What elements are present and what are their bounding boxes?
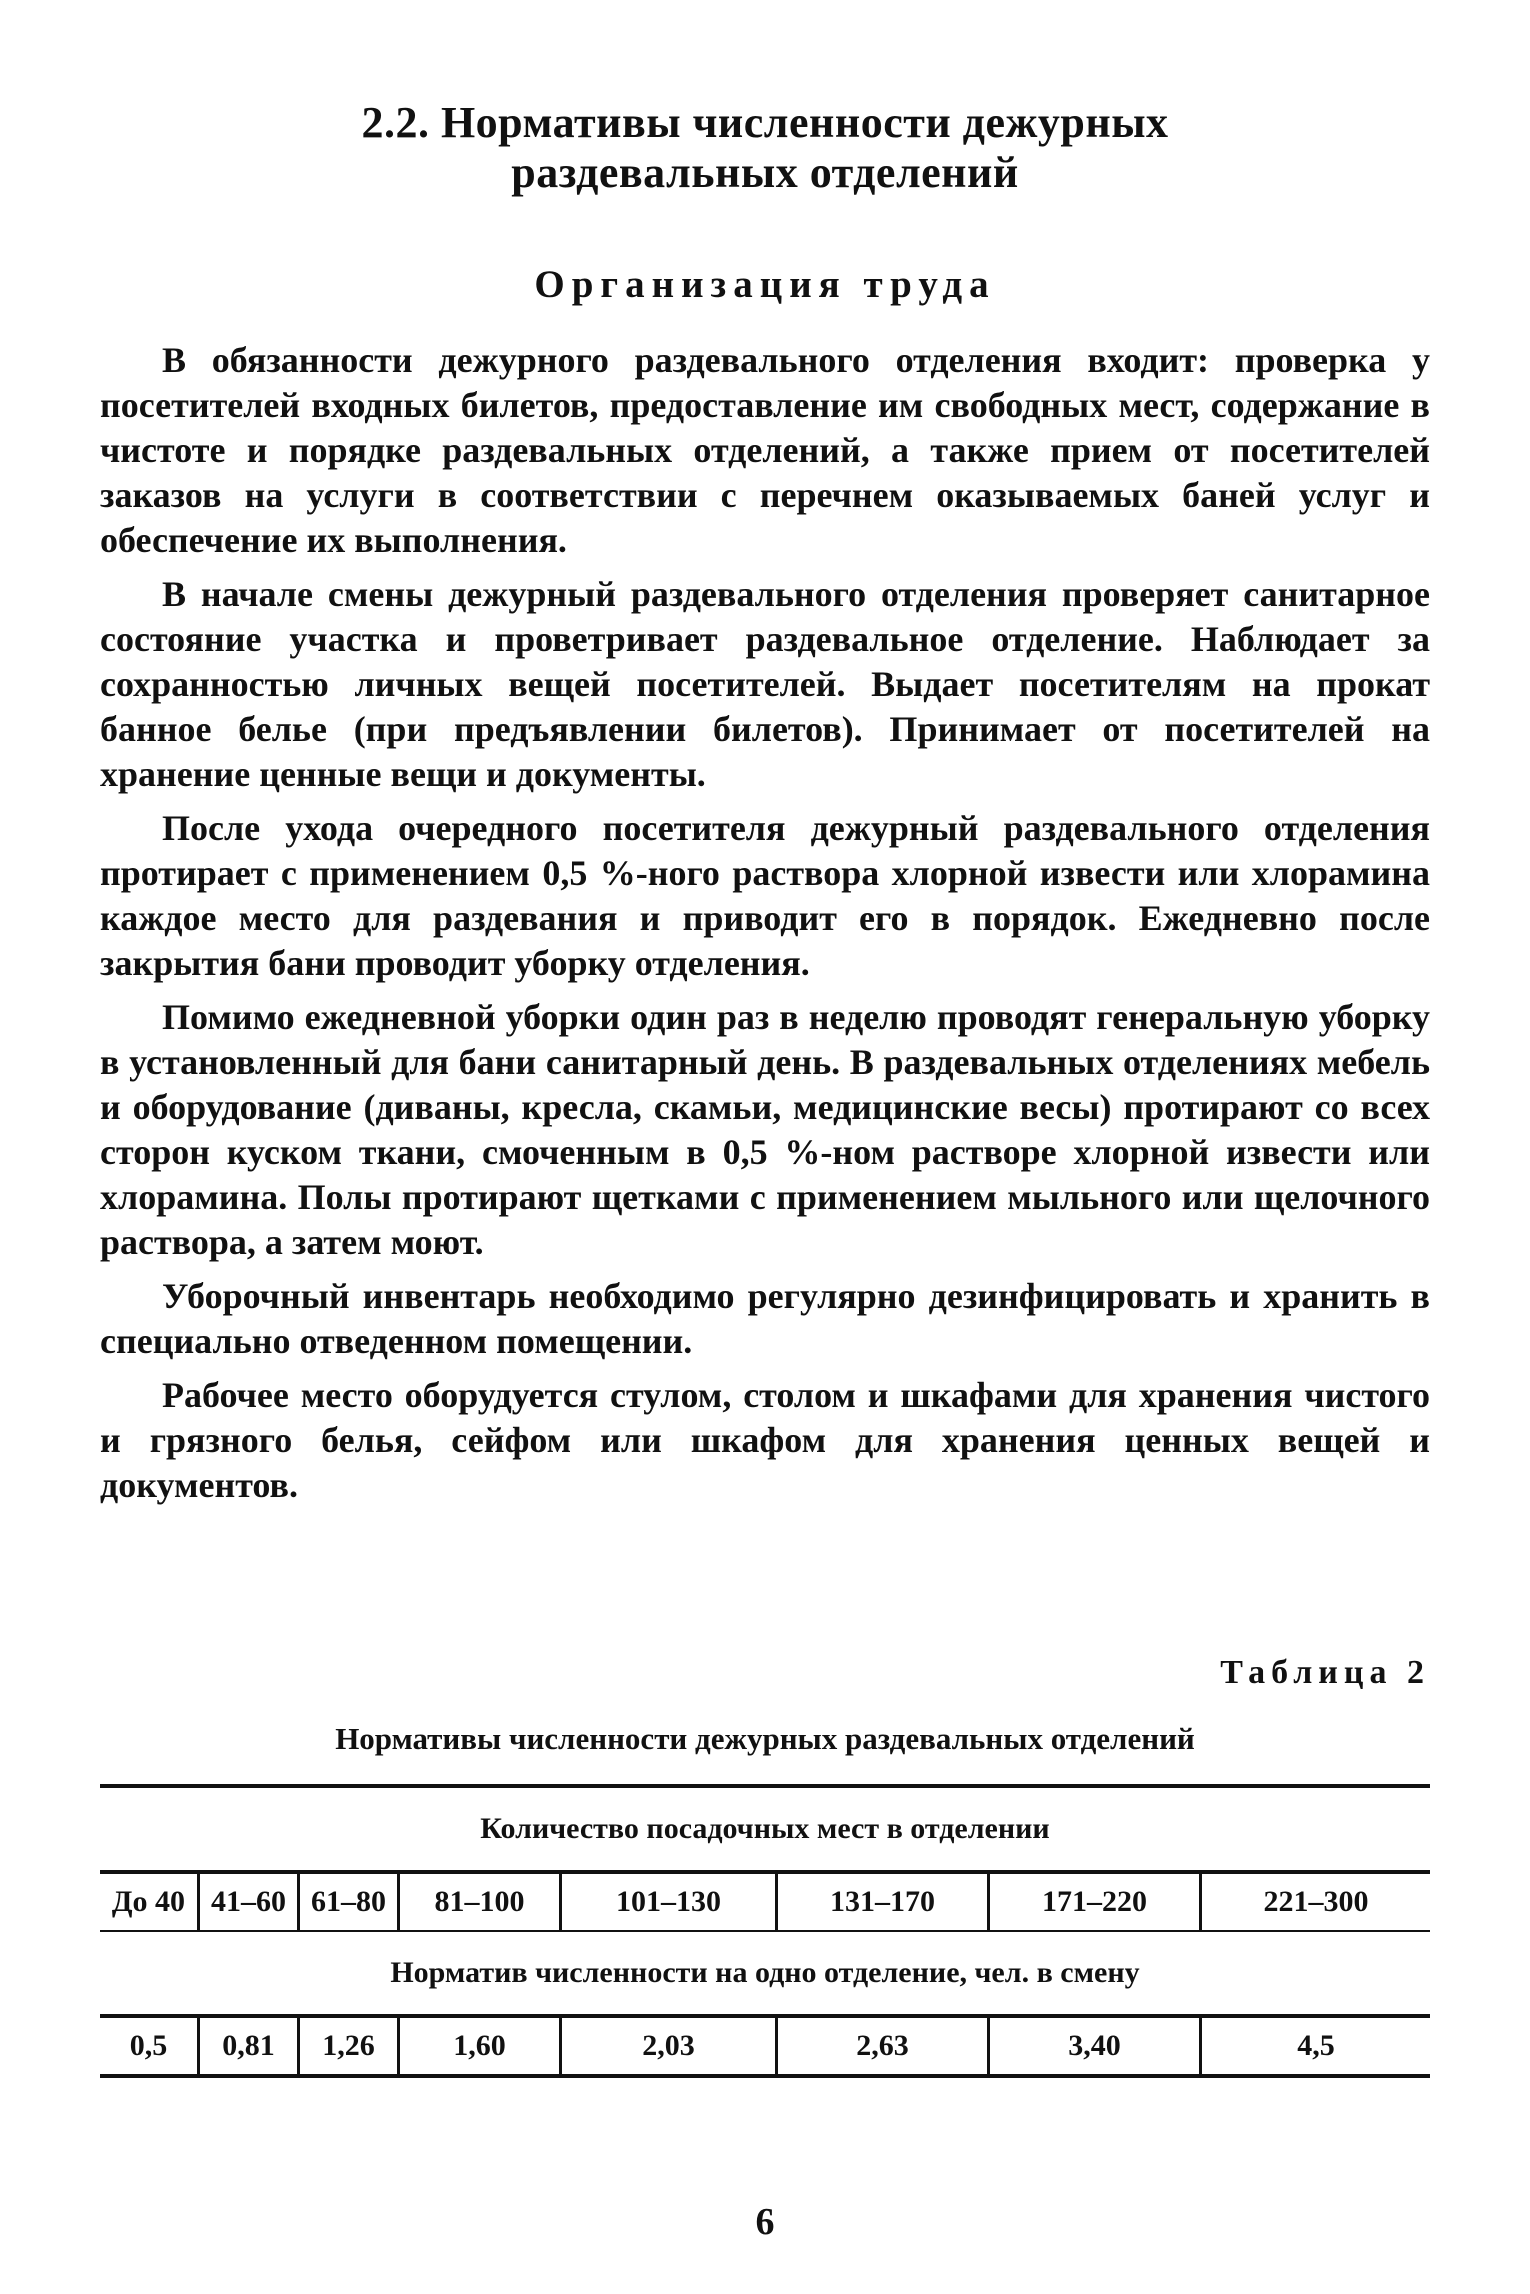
- seats-cell: 131–170: [778, 1874, 990, 1930]
- subheading: Организация труда: [534, 263, 996, 306]
- seats-cell: 171–220: [990, 1874, 1202, 1930]
- seats-cell: 61–80: [300, 1874, 400, 1930]
- norm-cell: 0,81: [200, 2018, 300, 2074]
- section-heading: [0, 98, 1530, 198]
- norm-cell: 2,03: [562, 2018, 778, 2074]
- seats-caption: Количество посадочных мест в отделении: [480, 1812, 1050, 1845]
- paragraph-4: Помимо ежедневной уборки один раз в неделю проводят генеральную уборку в установленный для бани санитарный день. В раздевальных отделениях мебель и оборудование (диваны, кресла, скамьи, медицинские весы) протирают со всех сторон куском ткани, смоченным в 0,5 %-ном растворе хлорной извести или хлорамина. Полы протирают щетками с применением мыльного или щелочного раствора, а затем моют.: [100, 997, 1430, 1262]
- paragraph-1: В обязанности дежурного раздевального отделения входит: проверка у посетителей входных билетов, предоставление им свободных мест, содержание в чистоте и порядке раздевальных отделений, а также прием от посетителей заказов на услуги в соответствии с перечнем оказываемых баней услуг и обеспечение их выполнения.: [100, 340, 1430, 560]
- norm-cell: 0,5: [100, 2018, 200, 2074]
- norm-cell: 1,26: [300, 2018, 400, 2074]
- body-text: [100, 338, 1430, 1517]
- norm-cell: 1,60: [400, 2018, 562, 2074]
- seats-cell: 81–100: [400, 1874, 562, 1930]
- norms-row: [100, 2018, 1430, 2074]
- paragraph-6: Рабочее место оборудуется стулом, столом и шкафами для хранения чистого и грязного белья, сейфом или шкафом для хранения ценных вещей и документов.: [100, 1375, 1430, 1505]
- seats-cell: 101–130: [562, 1874, 778, 1930]
- norm-cell: 3,40: [990, 2018, 1202, 2074]
- paragraph-5: Уборочный инвентарь необходимо регулярно дезинфицировать и хранить в специально отведенном помещении.: [100, 1276, 1430, 1361]
- norm-caption: Норматив численности на одно отделение, чел. в смену: [390, 1956, 1140, 1989]
- seats-row: [100, 1874, 1430, 1930]
- seats-cell: 221–300: [1263, 1885, 1369, 1918]
- paragraph-3: После ухода очередного посетителя дежурный раздевального отделения протирает с применением 0,5 %-ного раствора хлорной извести или хлорамина каждое место для раздевания и приводит его в порядок. Ежедневно после закрытия бани проводит уборку отделения.: [100, 808, 1430, 983]
- section-heading-line-1: 2.2. Нормативы численности дежурных: [361, 98, 1169, 147]
- norms-table: [100, 1784, 1430, 2078]
- seats-cell: 41–60: [200, 1874, 300, 1930]
- norm-cell: 4,5: [1297, 2029, 1335, 2062]
- norm-cell: 2,63: [778, 2018, 990, 2074]
- table-bottom-rule: [100, 2074, 1430, 2078]
- table-label: Таблица 2: [1220, 1654, 1430, 1691]
- section-heading-line-2: раздевальных отделений: [511, 148, 1019, 197]
- paragraph-2: В начале смены дежурный раздевального отделения проверяет санитарное состояние участка и проветривает раздевальное отделение. Наблюдает за сохранностью личных вещей посетителей. Выдает посетителям на прокат банное белье (при предъявлении билетов). Принимает от посетителей на хранение ценные вещи и документы.: [100, 574, 1430, 794]
- table-title: Нормативы численности дежурных раздевальных отделений: [335, 1721, 1195, 1756]
- page-number: 6: [755, 2201, 775, 2243]
- seats-cell: До 40: [100, 1874, 200, 1930]
